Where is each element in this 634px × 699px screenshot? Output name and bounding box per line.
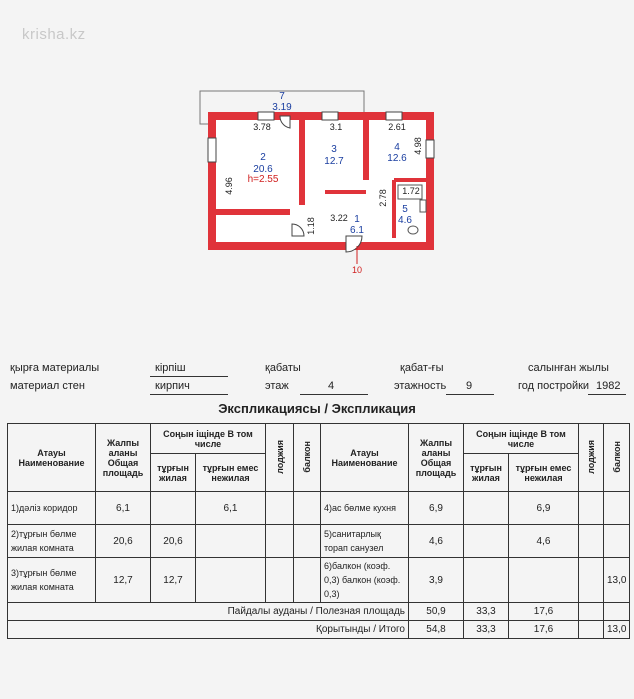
room-living (151, 492, 196, 525)
room-name: 4)ас бөлме кухня (321, 492, 409, 525)
floor-label-kz: қабаты (265, 362, 301, 374)
room-living (464, 558, 509, 603)
floors-label-ru: этажность (394, 380, 447, 392)
total-label: Қорытынды / Итого (8, 621, 409, 639)
material-label-ru: материал стен (10, 380, 85, 392)
room-living: 20,6 (151, 525, 196, 558)
room-4-number: 4 (394, 142, 400, 153)
header-incl: Соңын іщінде В том числе (464, 424, 579, 454)
dim-label: 3.22 (330, 213, 348, 223)
year-label-ru: год постройки (518, 380, 590, 392)
dim-label: 3.78 (253, 122, 271, 132)
table-row (8, 558, 630, 603)
dim-label: 2.61 (388, 122, 406, 132)
header-total: Жалпы аланы Общая площадь (96, 424, 151, 492)
room-2-area: 20.6 (253, 164, 273, 175)
room-total: 20,6 (96, 525, 151, 558)
window-icon (386, 112, 402, 120)
room-balcony: 13,0 (604, 558, 630, 603)
underline (150, 376, 228, 377)
header-balcony: балкон (604, 424, 630, 492)
room-5-number: 5 (402, 204, 408, 215)
room-nonliving (509, 558, 579, 603)
explication-title: Экспликациясы / Экспликация (218, 401, 416, 416)
room-1-area: 6.1 (350, 225, 364, 236)
room-7-number: 7 (279, 91, 285, 102)
underline (446, 394, 494, 395)
room-nonliving: 4,6 (509, 525, 579, 558)
dim-label: 4.96 (224, 177, 234, 195)
room-total: 4,6 (409, 525, 464, 558)
header-incl: Соңын іщінде В том числе (151, 424, 266, 454)
room-name: 1)дәліз коридор (8, 492, 96, 525)
header-name: Атауы Наименование (8, 424, 96, 492)
explication-table (7, 423, 630, 639)
window-icon (426, 140, 434, 158)
underline (300, 394, 368, 395)
room-living (464, 492, 509, 525)
floor-label-ru: этаж (265, 380, 289, 392)
toilet-icon (408, 226, 418, 234)
room-3-number: 3 (331, 144, 337, 155)
dim-label: 4.98 (413, 137, 423, 155)
window-icon (208, 138, 216, 162)
entrance-label: 10 (351, 265, 363, 275)
room-name: 3)тұрғын бөлме жилая комната (8, 558, 96, 603)
material-label-kz: қырға материалы (10, 362, 100, 374)
header-living: тұрғын жилая (464, 454, 509, 492)
room-5-area: 4.6 (398, 215, 412, 226)
room-total: 6,9 (409, 492, 464, 525)
room-3-area: 12.7 (324, 156, 344, 167)
room-nonliving (196, 558, 266, 603)
room-name: 5)санитарлық торап санузел (321, 525, 409, 558)
useful-area-label: Пайдалы ауданы / Полезная площадь (8, 603, 409, 621)
total-row (8, 621, 630, 639)
room-balcony (604, 492, 630, 525)
room-balcony (604, 525, 630, 558)
room-nonliving (196, 525, 266, 558)
sink-icon (420, 200, 426, 212)
header-nonliving: тұрғын емес нежилая (509, 454, 579, 492)
dim-label: 2.78 (378, 189, 388, 207)
watermark: krisha.kz (22, 26, 86, 43)
header-loggia: лоджия (266, 424, 294, 492)
floors-label-kz: қабат-ғы (400, 362, 444, 374)
room-name: 2)тұрғын бөлме жилая комната (8, 525, 96, 558)
total-balcony: 13,0 (604, 621, 630, 639)
total-living: 33,3 (464, 621, 509, 639)
floor-value: 4 (328, 380, 335, 392)
table-row (8, 492, 630, 525)
room-total: 3,9 (409, 558, 464, 603)
total-nonliving: 17,6 (509, 621, 579, 639)
header-loggia: лоджия (579, 424, 604, 492)
total-area: 54,8 (409, 621, 464, 639)
underline (588, 394, 626, 395)
useful-area-nonliving: 17,6 (509, 603, 579, 621)
room-1-number: 1 (354, 214, 360, 225)
room-4-area: 12.6 (387, 153, 407, 164)
window-icon (258, 112, 274, 120)
dim-label: 3.1 (329, 122, 343, 132)
room-name: 6)балкон (коэф. 0,3) балкон (коэф. 0,3) (321, 558, 409, 603)
dim-label: 1.72 (402, 186, 420, 196)
header-living: тұрғын жилая (151, 454, 196, 492)
room-7-area: 3.19 (272, 102, 292, 113)
year-label-kz: салынған жылы (528, 362, 609, 374)
header-nonliving: тұрғын емес нежилая (196, 454, 266, 492)
room-2-number: 2 (260, 152, 266, 163)
material-value-kz: кірпіш (155, 362, 186, 374)
header-name: Атауы Наименование (321, 424, 409, 492)
room-nonliving: 6,9 (509, 492, 579, 525)
year-value: 1982 (596, 380, 621, 392)
useful-area-total: 50,9 (409, 603, 464, 621)
useful-area-row (8, 603, 630, 621)
room-2-height: h=2.55 (247, 174, 279, 185)
underline (150, 394, 228, 395)
header-total: Жалпы аланы Общая площадь (409, 424, 464, 492)
header-balcony: балкон (294, 424, 321, 492)
room-living (464, 525, 509, 558)
dim-label: 1.18 (306, 217, 316, 235)
floors-value: 9 (466, 380, 473, 392)
room-nonliving: 6,1 (196, 492, 266, 525)
material-value-ru: кирпич (155, 380, 190, 392)
table-row (8, 525, 630, 558)
useful-area-living: 33,3 (464, 603, 509, 621)
room-total: 12,7 (96, 558, 151, 603)
room-total: 6,1 (96, 492, 151, 525)
room-living: 12,7 (151, 558, 196, 603)
floor-plan (0, 0, 634, 300)
window-icon (322, 112, 338, 120)
